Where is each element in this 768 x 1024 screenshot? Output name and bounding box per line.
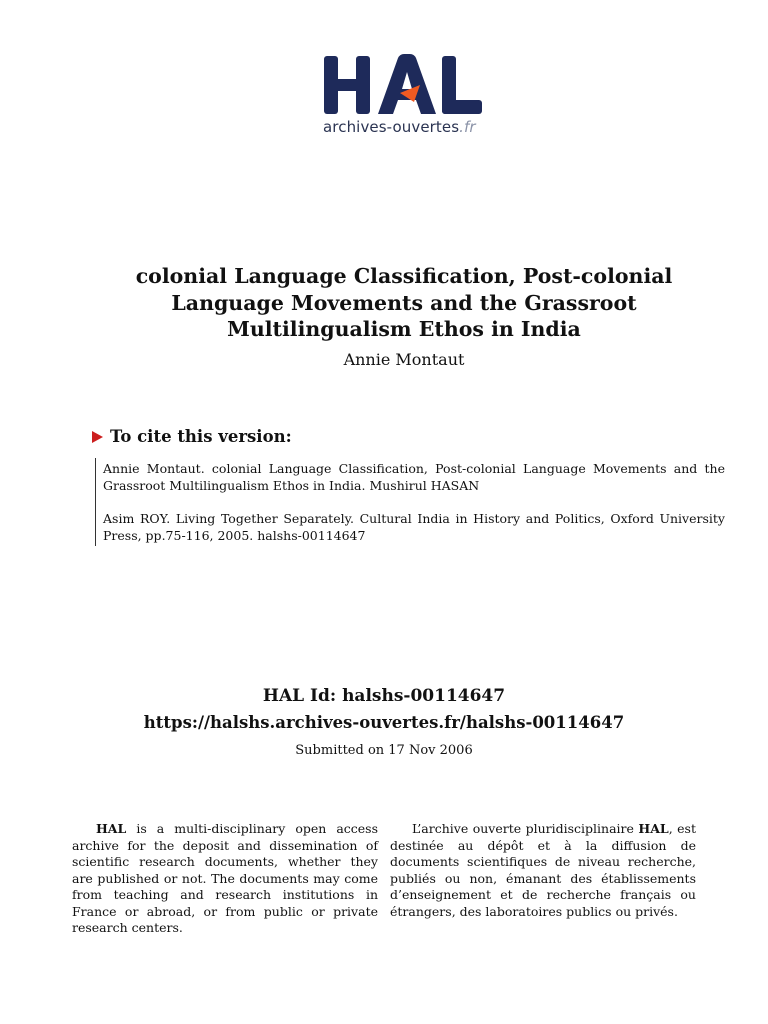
citation-block bbox=[95, 458, 724, 546]
hal-url-link[interactable]: https://halshs.archives-ouvertes.fr/halshs-00114647 bbox=[143, 713, 625, 732]
hal-logo bbox=[322, 52, 484, 142]
english-notice: HAL is a multi-disciplinary open access archive for the deposit and dissemination of scientific research documents, whether they are published or not. The documents may come from teaching and research institutions in France or abroad, or from public or private research centers. bbox=[72, 821, 378, 935]
submission-date: Submitted on 17 Nov 2006 bbox=[295, 743, 473, 758]
hal-id: HAL Id: halshs-00114647 bbox=[262, 686, 506, 706]
triangle-bullet-icon bbox=[92, 431, 103, 443]
citation-paragraph-2: Asim ROY. Living Together Separately. Cultural India in History and Politics, Oxford University Press, pp.75-116, 2005. halshs-00114647 bbox=[103, 511, 725, 543]
citation-paragraph-1: Annie Montaut. colonial Language Classification, Post-colonial Language Movements and the Grassroot Multilingualism Ethos in India. Mushirul HASAN bbox=[103, 461, 725, 493]
paper-author: Annie Montaut bbox=[343, 350, 465, 369]
french-notice: L’archive ouverte pluridisciplinaire HAL, est destinée au dépôt et à la diffusion de documents scientifiques de niveau recherche, publiés ou non, émanant des établissements d’enseignement et de recherche français ou étrangers, des laboratoires publics ou privés. bbox=[390, 821, 696, 919]
cite-heading: To cite this version: bbox=[92, 427, 292, 446]
logo-tagline: archives-ouvertes.fr bbox=[323, 118, 476, 136]
paper-title: colonial Language Classification, Post-colonial Language Movements and the Grassroot Multilingualism Ethos in India bbox=[135, 264, 673, 341]
hal-wordmark bbox=[322, 52, 484, 116]
